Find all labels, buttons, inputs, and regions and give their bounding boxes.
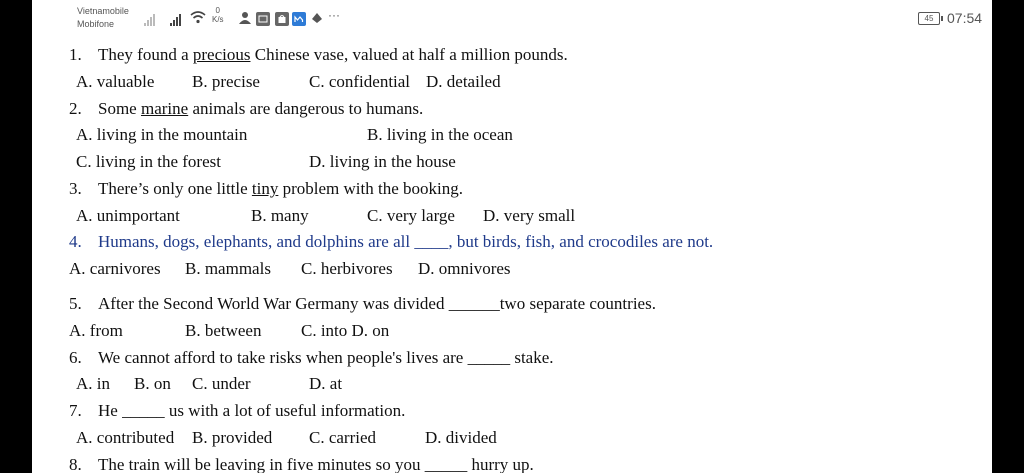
shopping-bag-icon bbox=[275, 12, 289, 26]
speed-unit: K/s bbox=[212, 15, 224, 24]
question-stem: The train will be leaving in five minutes so you _____ hurry up. bbox=[98, 455, 534, 473]
zalo-icon bbox=[256, 12, 270, 26]
option-d: D. living in the house bbox=[309, 152, 456, 171]
underlined-word: precious bbox=[192, 45, 251, 64]
option-a: A. living in the mountain bbox=[76, 125, 248, 144]
option-b: B. provided bbox=[192, 428, 273, 447]
option-d: D. divided bbox=[425, 428, 497, 447]
question-number: 1. bbox=[69, 45, 82, 64]
question-number: 2. bbox=[69, 99, 82, 118]
status-bar bbox=[32, 0, 992, 38]
option-c: C. very large bbox=[367, 206, 455, 225]
question-stem bbox=[98, 98, 423, 120]
document-screen bbox=[32, 0, 992, 473]
clock: 07:54 bbox=[947, 10, 983, 26]
stem-part: There’s only one little bbox=[98, 179, 252, 198]
option-a: A. carnivores bbox=[69, 259, 161, 278]
carrier-line-2: Mobifone bbox=[77, 19, 115, 29]
option-c-d: C. into D. on bbox=[301, 321, 390, 340]
option-c: C. herbivores bbox=[301, 259, 393, 278]
battery-icon: 45 bbox=[918, 12, 940, 25]
option-b: B. living in the ocean bbox=[367, 125, 513, 144]
stem-part: Chinese vase, valued at half a million pounds. bbox=[250, 45, 568, 64]
option-d: D. detailed bbox=[426, 72, 501, 91]
question-stem bbox=[98, 44, 568, 66]
question-number: 3. bbox=[69, 179, 82, 198]
stem-part: problem with the booking. bbox=[278, 179, 463, 198]
speed-value: 0 bbox=[215, 6, 220, 15]
stem-part: animals are dangerous to humans. bbox=[188, 99, 424, 118]
underlined-word: tiny bbox=[251, 179, 279, 198]
option-a: A. contributed bbox=[76, 428, 175, 447]
wifi-icon bbox=[190, 10, 206, 24]
question-stem: We cannot afford to take risks when people's lives are _____ stake. bbox=[98, 348, 554, 367]
option-b: B. between bbox=[185, 321, 262, 340]
question-number: 5. bbox=[69, 294, 82, 313]
signal-weak-icon bbox=[144, 12, 155, 26]
option-b: B. many bbox=[251, 206, 309, 225]
question-stem bbox=[98, 178, 463, 200]
option-a: A. unimportant bbox=[76, 206, 180, 225]
network-speed bbox=[212, 6, 224, 24]
option-c: C. carried bbox=[309, 428, 377, 447]
question-number: 6. bbox=[69, 348, 82, 367]
question-number: 4. bbox=[69, 232, 82, 251]
question-stem: He _____ us with a lot of useful information. bbox=[98, 401, 406, 420]
option-a: A. valuable bbox=[76, 72, 155, 91]
messenger-app-icon bbox=[292, 12, 306, 26]
option-c: C. confidential bbox=[309, 72, 411, 91]
more-notifications-icon: ··· bbox=[328, 8, 340, 22]
option-c: C. living in the forest bbox=[76, 152, 221, 171]
option-b: B. on bbox=[134, 374, 171, 393]
carrier-names bbox=[77, 5, 129, 31]
signal-strong-icon bbox=[170, 12, 181, 26]
question-number: 7. bbox=[69, 401, 82, 420]
option-d: D. omnivores bbox=[418, 259, 511, 278]
option-a: A. from bbox=[69, 321, 123, 340]
app-notification-icon bbox=[310, 11, 324, 25]
option-c: C. under bbox=[192, 374, 251, 393]
carrier-line-1: Vietnamobile bbox=[77, 6, 129, 16]
underlined-word: marine bbox=[140, 99, 189, 118]
option-a: A. in bbox=[76, 374, 110, 393]
option-b: B. precise bbox=[192, 72, 260, 91]
option-d: D. very small bbox=[483, 206, 576, 225]
stem-part: They found a bbox=[98, 45, 193, 64]
option-b: B. mammals bbox=[185, 259, 271, 278]
question-stem: After the Second World War Germany was divided ______two separate countries. bbox=[98, 294, 656, 313]
question-number: 8. bbox=[69, 455, 82, 473]
person-icon bbox=[238, 11, 252, 25]
option-d: D. at bbox=[309, 374, 343, 393]
stem-part: Some bbox=[98, 99, 141, 118]
question-stem: Humans, dogs, elephants, and dolphins are all ____, but birds, fish, and crocodiles are not. bbox=[98, 232, 714, 251]
